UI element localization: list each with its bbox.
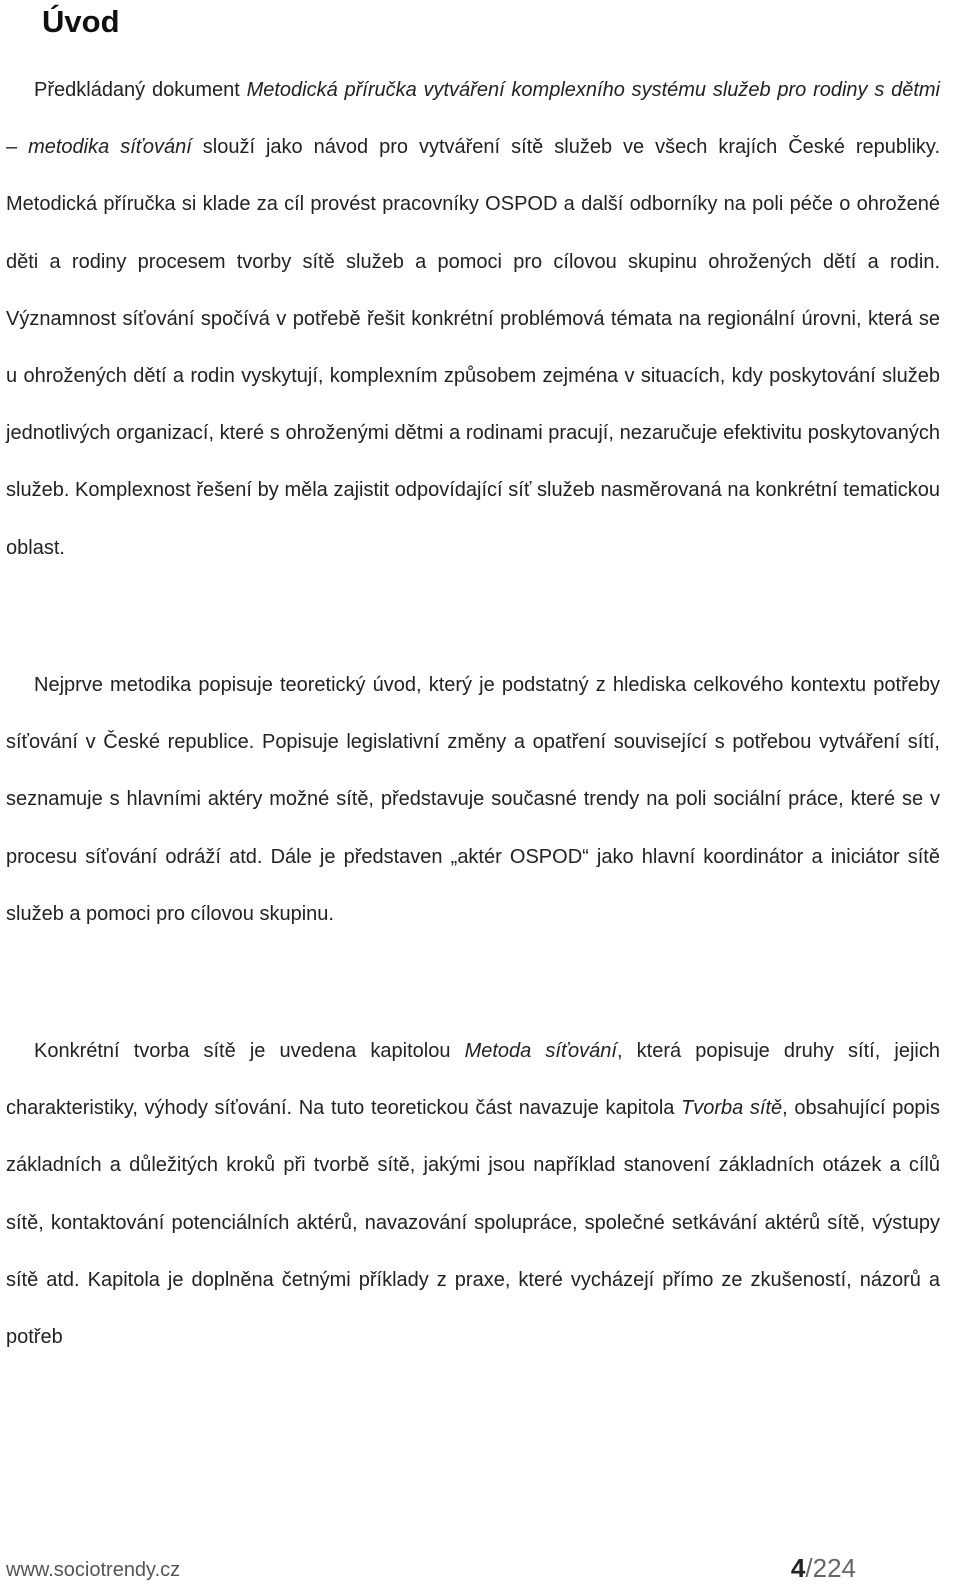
paragraph-intro [6, 62, 940, 577]
paragraph-chapters [6, 1023, 940, 1366]
chapter-name-tvorba-site: Tvorba sítě [681, 1097, 783, 1120]
paragraph-chapters-tail: , obsahující popis základních a důležitých kroků při tvorbě sítě, jakými jsou například stanovení základních otázek a cílů sítě, kontaktování potenciálních aktérů, navazování spolupráce, společné setkávání aktérů sítě, výstupy sítě atd. Kapitola je doplněna četnými příklady z praxe, které vycházejí přímo ze zkušeností, názorů a potřeb [6, 1097, 941, 1349]
page-number-total: 224 [812, 1553, 856, 1583]
paragraph-intro-body: slouží jako návod pro vytváření sítě služeb ve všech krajích České republiky. Metodická příručka si klade za cíl provést pracovníky OSPOD a další odborníky na poli péče o ohrožené děti a rodiny procesem tvorby sítě služeb a pomoci pro cílovou skupinu ohrožených dětí a rodin. [6, 136, 941, 273]
page-number-current: 4 [790, 1553, 806, 1583]
paragraph-overview [6, 657, 940, 943]
footer-website-link[interactable]: www.sociotrendy.cz [6, 1559, 181, 1581]
paragraph-intro-significance: Významnost síťování spočívá v potřebě řešit konkrétní problémová témata na regionální úrovni, která se u ohrožených dětí a rodin vyskytují, komplexním způsobem zejména v situacích, kdy poskytování služeb jednotlivých organizací, které s ohroženými dětmi a rodinami pracují, nezaručuje efektivitu poskytovaných služeb. Komplexnost řešení by měla zajistit odpovídající síť služeb nasměrovaná na konkrétní tematickou oblast. [6, 307, 940, 559]
chapter-name-metoda-sitovani: Metoda síťování [464, 1040, 617, 1062]
page-title: Úvod [42, 4, 120, 39]
page-number-separator: / [805, 1553, 813, 1583]
paragraph-chapters-middle: , která popisuje druhy sítí, jejich charakteristiky, výhody síťování. Na tuto teoretickou část navazuje kapitola [6, 1040, 940, 1120]
paragraph-overview-text: Nejprve metodika popisuje teoretický úvod, který je podstatný z hlediska celkového kontextu potřeby síťování v České republice. Popisuje legislativní změny a opatření související s potřebou vytváření sítí, seznamuje s hlavními aktéry možné sítě, představuje současné trendy na poli sociální práce, které se v procesu síťování odráží atd. Dále je představen „aktér OSPOD“ jako hlavní koordinátor a iniciátor sítě služeb a pomoci pro cílovou skupinu. [6, 674, 940, 925]
paragraph-intro-lead: Předkládaný dokument [34, 79, 247, 101]
document-title-italic: Metodická příručka vytváření komplexního systému služeb pro rodiny s dětmi – metodika síťování [6, 79, 940, 159]
paragraph-chapters-lead: Konkrétní tvorba sítě je uvedena kapitolou [34, 1040, 465, 1062]
page-number [791, 1551, 856, 1585]
